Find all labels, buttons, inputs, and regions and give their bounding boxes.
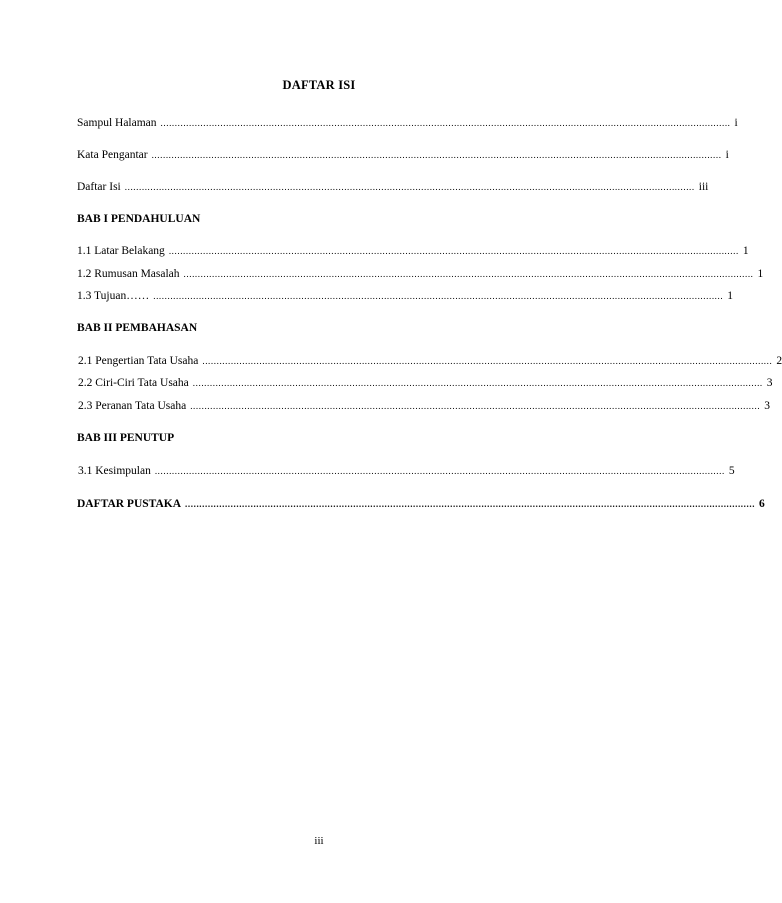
toc-leader-dots: ........................................................................................................................................................................................................ xyxy=(154,466,725,476)
toc-entry-page: iii xyxy=(698,181,709,193)
section-heading-bab-3: BAB III PENUTUP xyxy=(77,432,175,444)
toc-entry-page: i xyxy=(725,149,729,161)
toc-leader-dots: ........................................................................................................................................................................................................ xyxy=(183,269,754,279)
toc-leader-dots: ........................................................................................................................................................................................................ xyxy=(185,499,756,509)
toc-leader-dots: ........................................................................................................................................................................................................ xyxy=(192,378,763,388)
section-heading-bab-1: BAB I PENDAHULUAN xyxy=(77,213,201,225)
toc-leader-dots: ........................................................................................................................................................................................................ xyxy=(202,356,773,366)
toc-entry-page: 1 xyxy=(727,290,733,302)
toc-entry-sampul xyxy=(77,116,738,131)
toc-entry-page: 1 xyxy=(742,245,749,257)
toc-entry-kata-pengantar xyxy=(77,148,729,163)
toc-entry-label: Kata Pengantar xyxy=(77,149,148,161)
toc-entry-2-1 xyxy=(78,354,782,369)
toc-leader-dots: ........................................................................................................................................................................................................ xyxy=(153,291,724,301)
toc-entry-label: 2.1 Pengertian Tata Usaha xyxy=(78,355,199,367)
toc-entry-page: 5 xyxy=(728,465,735,477)
toc-entry-daftar-pustaka xyxy=(77,497,765,512)
toc-entry-page: 2 xyxy=(776,355,782,367)
toc-leader-dots: ........................................................................................................................................................................................................ xyxy=(124,182,695,192)
toc-entry-page: i xyxy=(734,117,738,129)
toc-entry-label: 2.3 Peranan Tata Usaha xyxy=(78,400,187,412)
toc-entry-label: 1.1 Latar Belakang xyxy=(77,245,165,257)
toc-entry-label: 2.2 Ciri-Ciri Tata Usaha xyxy=(78,377,189,389)
toc-entry-page: 1 xyxy=(757,268,764,280)
toc-entry-label: Daftar Isi xyxy=(77,181,121,193)
toc-entry-label: 1.2 Rumusan Masalah xyxy=(77,268,180,280)
toc-entry-label: DAFTAR PUSTAKA xyxy=(77,498,182,510)
toc-entry-page: 3 xyxy=(764,400,770,412)
toc-entry-label: 3.1 Kesimpulan xyxy=(78,465,151,477)
toc-leader-dots: ........................................................................................................................................................................................................ xyxy=(190,401,761,411)
toc-entry-label: Sampul Halaman xyxy=(77,117,157,129)
toc-entry-2-2 xyxy=(78,376,773,391)
toc-leader-dots: ........................................................................................................................................................................................................ xyxy=(151,150,722,160)
toc-entry-3-1 xyxy=(78,464,735,479)
toc-entry-2-3 xyxy=(78,399,770,414)
toc-entry-label: 1.3 Tujuan…… xyxy=(77,290,150,302)
section-heading-bab-2: BAB II PEMBAHASAN xyxy=(77,322,198,334)
toc-leader-dots: ........................................................................................................................................................................................................ xyxy=(168,246,739,256)
toc-entry-page: 6 xyxy=(759,498,765,510)
page-number: iii xyxy=(314,835,324,847)
toc-entry-1-2 xyxy=(77,267,764,282)
page-title: DAFTAR ISI xyxy=(282,78,356,92)
toc-entry-1-1 xyxy=(77,244,749,259)
toc-entry-1-3 xyxy=(77,289,733,304)
toc-entry-page: 3 xyxy=(766,377,773,389)
toc-leader-dots: ........................................................................................................................................................................................................ xyxy=(160,118,731,128)
toc-entry-daftar-isi xyxy=(77,180,709,195)
